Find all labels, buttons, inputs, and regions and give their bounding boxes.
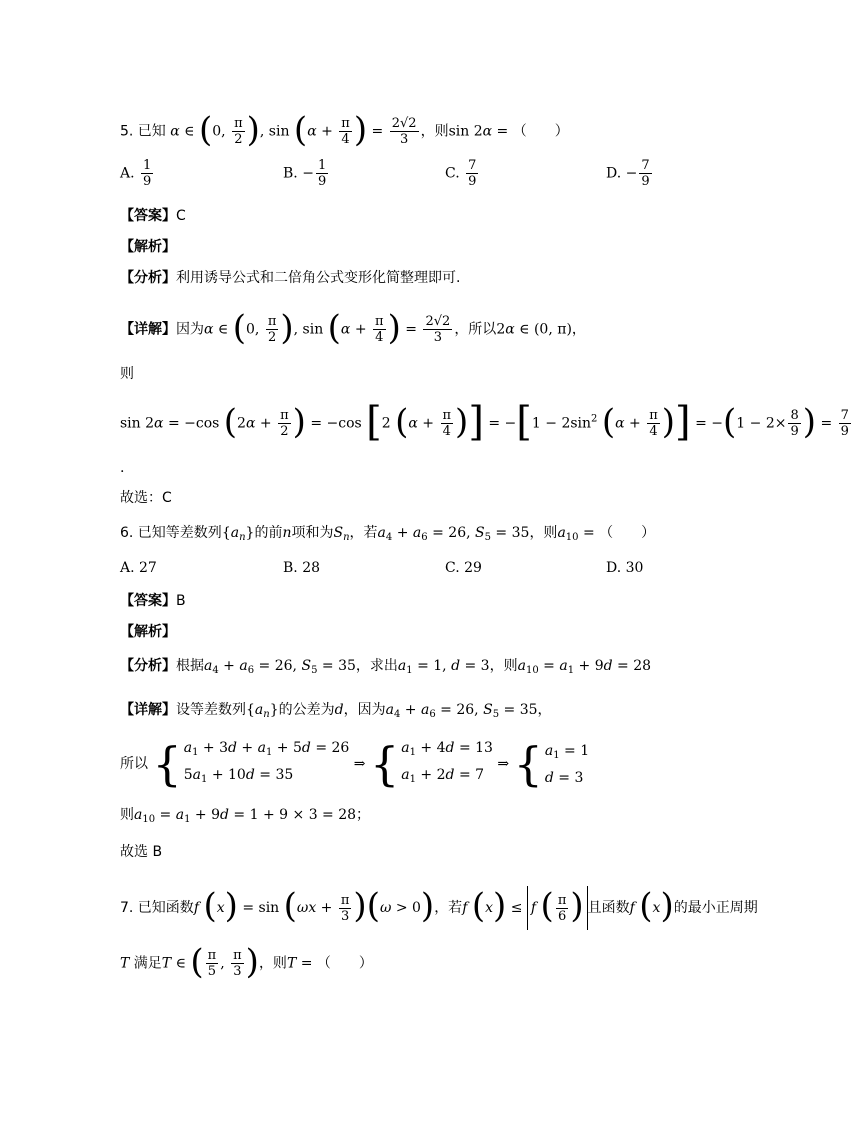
q6-option-a: A. 27: [120, 560, 157, 576]
q7-stem-line2: T 满足T ∈ ( $\frac{\pi}{5}$ , $\frac{\pi}{3}$ )，则T = （ ）: [120, 941, 373, 982]
q6-result: 则$a_{10} = a_1 + 9d = 1 + 9 \times 3 = 28$；: [120, 807, 371, 825]
q5-dot: .: [120, 460, 125, 476]
q6-option-c: C. 29: [445, 560, 482, 576]
q5-fenxi: 【分析】利用诱导公式和二倍角公式变形化简整理即可.: [120, 270, 461, 286]
q6-option-d: D. 30: [606, 560, 644, 576]
q6-system: 所以 { $a_1 + 3d + a_1 + 5d = 26$ $5a_1 + 10d = 35$ ⇒ { $a_1 + 4d = 13$ $a_1 + 2d = 7$ ⇒ { $a_1 = 1$ d = 3: [120, 737, 590, 791]
q5-option-a: A. $\frac{1}{9}$: [120, 158, 152, 189]
q5-analysis-tag: 【解析】: [120, 239, 176, 255]
q6-answer: 【答案】B: [120, 593, 186, 609]
q5-stem: 5. 已知 α ∈ (0, $\frac{\pi}{2}$ ), sin (α + $\frac{\pi}{4}$ ) = $\frac{2√2}{3}$ ，则sin 2α = （ ）: [120, 109, 569, 150]
q6-option-b: B. 28: [283, 560, 321, 576]
q5-option-d: D. − $\frac{7}{9}$: [606, 158, 650, 189]
q5-derivation: sin 2α = −cos (2α + $\frac{\pi}{2}$ ) = −cos [2 (α + $\frac{\pi}{4}$ )] = $-[1 - 2\sin^2$ (α + $\frac{\pi}{4}$ )] = −(1 − 2× $\frac{8}{9}$ ) = $\frac{7}{9}$: [120, 398, 849, 445]
q5-answer: 【答案】C: [120, 208, 186, 224]
q6-analysis-tag: 【解析】: [120, 624, 176, 640]
q6-final: 故选 B: [120, 844, 163, 860]
q5-ze: 则: [120, 366, 134, 382]
q6-stem: 6. 已知等差数列$\{a_n\}$的前n项和为$S_n$，若$a_4 + a_6 = 26$, $S_5 = 35$，则$a_{10}$ = （ ）: [120, 525, 656, 543]
q7-stem-line1: 7. 已知函数f (x) = sin (ωx + $\frac{\pi}{3}$ )(ω > 0)，若f (x) ≤ f ( $\frac{\pi}{6}$ ) 且函数f (x)的最小正周期: [120, 886, 758, 930]
q5-final: 故选：C: [120, 490, 172, 506]
q6-fenxi: 【分析】根据$a_4 + a_6 = 26$, $S_5 = 35$，求出$a_1 = 1$, d = 3，则$a_{10} = a_1 + 9d = 28$: [120, 658, 652, 676]
q6-xiangjie: 【详解】设等差数列$\{a_n\}$的公差为d，因为$a_4 + a_6 = 26$, $S_5 = 35$，: [120, 702, 552, 720]
q5-option-c: C. $\frac{7}{9}$: [445, 158, 477, 189]
q5-xiangjie: 【详解】因为α ∈ (0, $\frac{\pi}{2}$ ), sin (α + $\frac{\pi}{4}$ ) = $\frac{2√2}{3}$ ，所以2α ∈ (0, π)，: [120, 307, 586, 348]
q5-option-b: B. − $\frac{1}{9}$: [283, 158, 327, 189]
